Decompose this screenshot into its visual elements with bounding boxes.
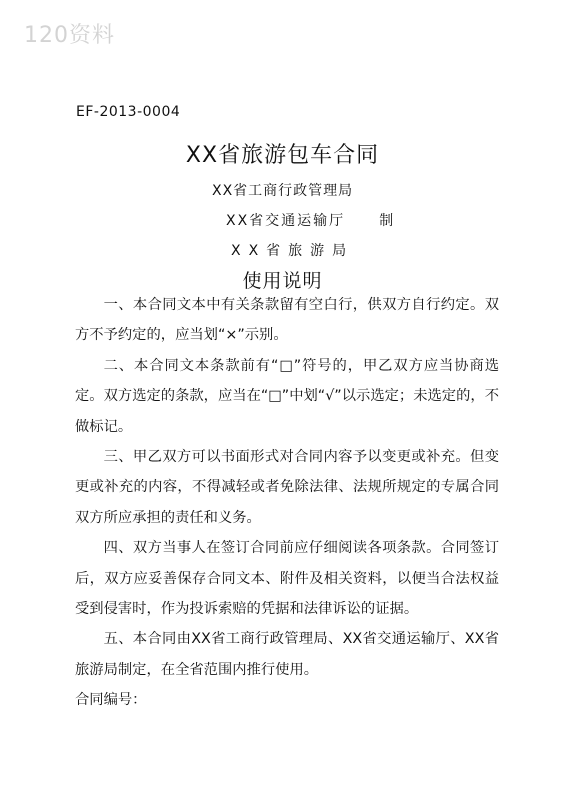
issuer-made-by: 制 xyxy=(379,213,396,229)
contract-title: XX省旅游包车合同 xyxy=(185,143,380,168)
watermark-text: 120资料 xyxy=(24,23,115,48)
instructions-body xyxy=(75,290,499,716)
instruction-paragraph-2: 二、本合同文本条款前有“□”符号的，甲乙双方应当协商选定。双方选定的条款，应当在“□”中划“√”以示选定；未选定的，不做标记。 xyxy=(75,357,499,435)
instruction-paragraph-5: 五、本合同由XX省工商行政管理局、XX省交通运输厅、XX省旅游局制定，在全省范围内推行使用。 xyxy=(75,631,499,678)
contract-number-label: 合同编号： xyxy=(75,692,147,709)
document-code: EF-2013-0004 xyxy=(76,104,181,120)
instruction-paragraph-1: 一、本合同文本中有关条款留有空白行，供双方自行约定。双方不予约定的，应当划“×”示别。 xyxy=(75,297,499,344)
instruction-paragraph-3: 三、甲乙双方可以书面形式对合同内容予以变更或补充。但变更或补充的内容，不得减轻或者免除法律、法规所规定的专属合同双方所应承担的责任和义务。 xyxy=(75,449,499,526)
instruction-paragraph-4: 四、双方当事人在签订合同前应仔细阅读各项条款。合同签订后，双方应妥善保存合同文本、附件及相关资料，以便当合法权益受到侵害时，作为投诉索赔的凭据和法律诉讼的证据。 xyxy=(75,540,499,618)
issuer-transport-dept xyxy=(226,210,395,230)
issuer-tourism-bureau: XX省旅游局 xyxy=(231,243,355,259)
instructions-heading: 使用说明 xyxy=(242,270,323,292)
issuer-commerce-bureau: XX省工商行政管理局 xyxy=(212,183,354,199)
issuer-transport-name: XX省交通运输厅 xyxy=(226,213,346,229)
